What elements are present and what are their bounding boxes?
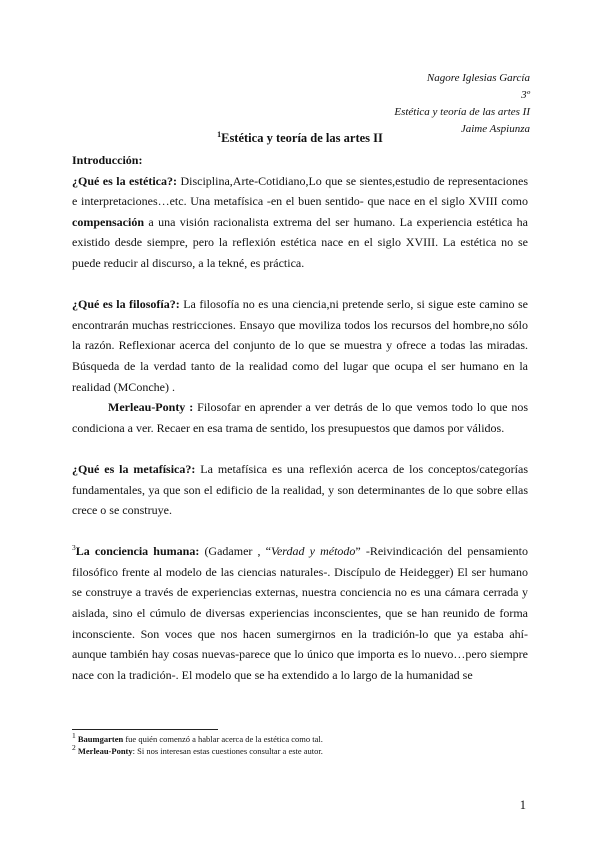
term-conciencia: La conciencia humana: [75,544,200,559]
term-estetica: ¿Qué es la estética?: [72,173,178,188]
footnote-2: $^2$ Merleau-Ponty: Si nos interesan estas cuestiones consultar a este autor. [72,742,323,756]
paragraph-estetica: ¿Qué es la estética?: Disciplina,Arte-Cotidiano,Lo que se sientes,estudio de representaciones e interpretaciones…etc. Una metafísica -en el buen sentido- que nace en el siglo XVIII como compensación a una visión racionalista extrema del ser humano. La experiencia estética ha existido desde siempre, pero la reflexión estética nace en el siglo XVIII. La estética no se puede reducir al discurso, a la tekné, es práctica. [72,173,528,270]
title-text: Estética y teoría de las artes II [221,131,383,145]
footnote-1: $^1$ Baumgarten fue quién comenzó a hablar acerca de la estética como tal. [72,731,323,744]
paragraph-filosofia: ¿Qué es la filosofía?: La filosofía no es una ciencia,ni pretende serlo, si sigue este camino se encontrarán muchas restricciones. Ensayo que moviliza todos los recursos del hombre,no sólo la razón. Reflexionar acerca del conjunto de lo que se muestra y ofrece a todas las miradas. Búsqueda de la verdad tanto de la realidad como del lugar que ocupa el ser humano en la realidad (MConche) . [72,297,529,394]
professor-name: Jaime Aspiunza [460,123,530,135]
term-compensacion: compensación [72,214,144,229]
footnote-marker-3: 3 [72,543,76,553]
paragraph-metafisica: ¿Qué es la metafísica?: La metafísica es una reflexión acerca de los conceptos/categorías fundamentales, ya que son el edificio de la realidad, y son determinantes de lo que sobre ellas crece o se construye. [72,461,529,518]
course-name: Estética y teoría de las artes II [394,106,530,118]
term-merleau-ponty: Merleau-Ponty : [108,400,194,415]
document-body [72,150,528,685]
term-metafisica: ¿Qué es la metafísica?: [72,461,196,476]
year-label: 3º [521,89,530,101]
term-filosofia: ¿Qué es la filosofía?: [72,297,180,312]
book-title: Verdad y método [270,544,356,559]
footnotes [72,731,528,757]
document-title [0,131,600,146]
author-name: Nagore Iglesias García [426,72,530,84]
paragraph-conciencia: $^3$La conciencia humana: (Gadamer , “Verdad y método” -Reivindicación del pensamiento filosófico frente al modelo de las ciencias naturales-. Discípulo de Heidegger) El ser humano se construye a través de experiencias externas, nuestra conciencia no es una cámara cerrada y aislada, sino el cúmulo de diversas experiencias inconscientes, que se han reunido de forma inconsciente. Son voces que nos hacen sumergirnos en la tradición-lo que ya estaba ahí- aunque también hay cosas nuevas-parece que lo único que importa es lo nuevo…pero siempre nace con la tradición-. El modelo que se ha extendido a lo largo de la humanidad se [72,543,529,682]
title-footnote-marker: 1 [217,129,222,139]
paragraph-merleau-ponty: Merleau-Ponty : Filosofar en aprender a ver detrás de lo que vemos todo lo que nos condiciona a ver. Recaer en esa trama de sentido, los presupuestos que damos por válidos. [72,400,528,435]
footnote-divider [72,729,218,730]
intro-heading: Introducción: [72,153,143,167]
header-block [394,70,530,138]
page-number: 1 [519,798,526,812]
